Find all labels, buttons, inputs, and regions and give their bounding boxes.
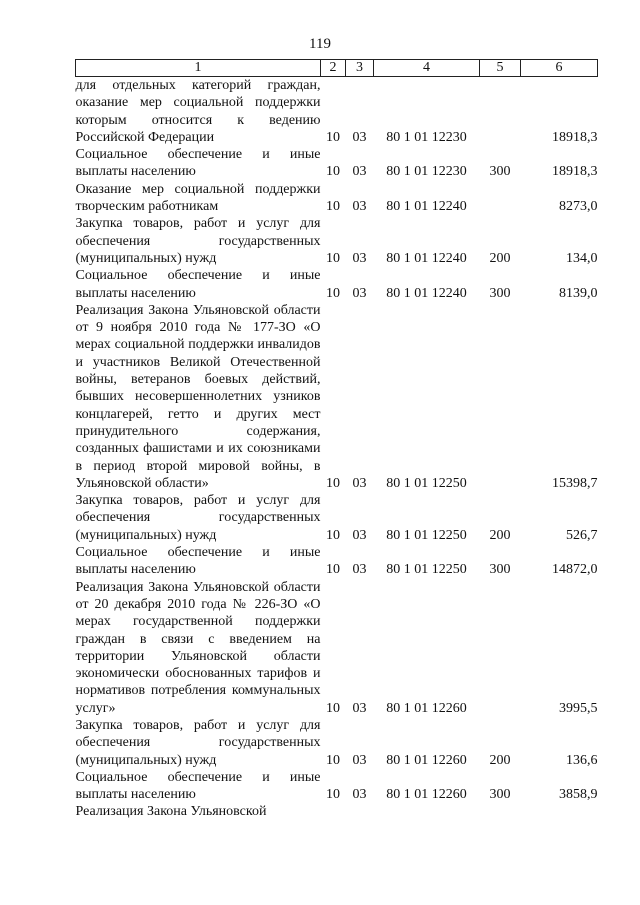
- table-row: [76, 181, 598, 216]
- target-article-cell: 80 1 01 12260: [386, 752, 467, 768]
- table-row: [76, 803, 598, 820]
- section-cell: 10: [326, 250, 340, 266]
- expense-type-cell: 200: [489, 752, 511, 768]
- description-cell: Закупка товаров, работ и услуг для обеспечения государственных (муниципальных) нужд: [75, 717, 321, 768]
- expense-type-cell: 300: [489, 164, 511, 180]
- expense-type-cell: [480, 803, 521, 820]
- description-cell: Реализация Закона Ульяновской области от 9 ноября 2010 года № 177-ЗО «О мерах социальной поддержки инвалидов и участников Великой Отечественной войны, ветеранов боевых действий, бывших несовершеннолетних узников концлагерей, гетто и других мест принудительного содержания, созданных фашистами и их союзниками в период второй мировой войны, в Ульяновской области»: [75, 302, 321, 491]
- subsection-cell: 03: [352, 285, 367, 301]
- section-cell: 10: [326, 199, 340, 215]
- section-cell: 10: [326, 700, 340, 716]
- subsection-cell: 03: [352, 475, 367, 491]
- description-cell: Социальное обеспечение и иные выплаты населению: [75, 147, 321, 180]
- header-col-3: 3: [346, 60, 374, 77]
- target-article-cell: 80 1 01 12260: [386, 787, 467, 803]
- header-col-4: 4: [374, 60, 480, 77]
- description-cell: Реализация Закона Ульяновской области от 20 декабря 2010 года № 226-ЗО «О мерах государственной поддержки граждан в связи с введением на территории Ульяновской области экономически обоснованных тарифов и нормативов потребления коммунальных услуг»: [75, 579, 321, 716]
- amount-cell: 15398,7: [552, 475, 598, 491]
- budget-table: [75, 59, 598, 821]
- amount-cell: 8139,0: [559, 285, 598, 301]
- expense-type-cell: 300: [489, 562, 511, 578]
- description-cell: Социальное обеспечение и иные выплаты населению: [75, 545, 321, 578]
- description-cell: Реализация Закона Ульяновской: [75, 804, 267, 820]
- target-article-cell: 80 1 01 12250: [386, 527, 467, 543]
- expense-type-cell: [480, 181, 521, 216]
- amount-cell: 18918,3: [552, 164, 598, 180]
- subsection-cell: [346, 803, 374, 820]
- expense-type-cell: [480, 302, 521, 492]
- table-row: [76, 215, 598, 267]
- amount-cell: 134,0: [566, 250, 598, 266]
- target-article-cell: 80 1 01 12230: [386, 164, 467, 180]
- header-col-5: 5: [480, 60, 521, 77]
- section-cell: 10: [326, 527, 340, 543]
- subsection-cell: 03: [352, 700, 367, 716]
- description-cell: Закупка товаров, работ и услуг для обеспечения государственных (муниципальных) нужд: [75, 216, 321, 266]
- subsection-cell: 03: [352, 164, 367, 180]
- description-cell: Закупка товаров, работ и услуг для обеспечения государственных (муниципальных) нужд: [75, 493, 321, 543]
- table-row: [76, 769, 598, 804]
- expense-type-cell: 200: [489, 250, 511, 266]
- target-article-cell: 80 1 01 12250: [386, 475, 467, 491]
- section-cell: 10: [326, 475, 340, 491]
- expense-type-cell: 200: [489, 527, 511, 543]
- page-number: 119: [309, 36, 331, 52]
- table-row: [76, 302, 598, 492]
- section-cell: 10: [326, 752, 340, 768]
- description-cell: Социальное обеспечение и иные выплаты населению: [75, 268, 321, 301]
- section-cell: 10: [326, 562, 340, 578]
- expense-type-cell: 300: [489, 285, 511, 301]
- section-cell: 10: [326, 164, 340, 180]
- expense-type-cell: [480, 579, 521, 717]
- amount-cell: 3995,5: [559, 700, 598, 716]
- table-row: [76, 146, 598, 181]
- target-article-cell: 80 1 01 12240: [386, 285, 467, 301]
- subsection-cell: 03: [352, 752, 367, 768]
- table-row: [76, 717, 598, 769]
- table-row: [76, 267, 598, 302]
- amount-cell: 18918,3: [552, 129, 598, 145]
- target-article-cell: 80 1 01 12240: [386, 199, 467, 215]
- subsection-cell: 03: [352, 250, 367, 266]
- section-cell: 10: [326, 787, 340, 803]
- expense-type-cell: [480, 77, 521, 147]
- target-article-cell: 80 1 01 12250: [386, 562, 467, 578]
- amount-cell: 14872,0: [552, 562, 598, 578]
- expense-type-cell: 300: [489, 787, 511, 803]
- amount-cell: 136,6: [566, 752, 598, 768]
- description-cell: Социальное обеспечение и иные выплаты населению: [75, 769, 321, 803]
- header-row: [76, 60, 598, 77]
- table-row: [76, 579, 598, 717]
- section-cell: [321, 803, 346, 820]
- subsection-cell: 03: [352, 527, 367, 543]
- header-col-2: 2: [321, 60, 346, 77]
- table-row: [76, 544, 598, 579]
- amount-cell: 8273,0: [559, 199, 598, 215]
- header-col-1: 1: [76, 60, 321, 77]
- target-article-cell: 80 1 01 12230: [386, 129, 467, 145]
- amount-cell: 3858,9: [559, 787, 598, 803]
- header-col-6: 6: [521, 60, 598, 77]
- amount-cell: 526,7: [566, 527, 598, 543]
- description-cell: для отдельных категорий граждан, оказание мер социальной поддержки которым относится к ведению Российской Федерации: [75, 78, 321, 145]
- target-article-cell: 80 1 01 12260: [386, 700, 467, 716]
- table-row: [76, 492, 598, 544]
- description-cell: Оказание мер социальной поддержки творческим работникам: [75, 181, 321, 215]
- table-row: [76, 77, 598, 147]
- section-cell: 10: [326, 129, 340, 145]
- subsection-cell: 03: [352, 787, 367, 803]
- section-cell: 10: [326, 285, 340, 301]
- subsection-cell: 03: [352, 562, 367, 578]
- amount-cell: [521, 803, 598, 820]
- subsection-cell: 03: [352, 199, 367, 215]
- subsection-cell: 03: [352, 129, 367, 145]
- target-article-cell: 80 1 01 12240: [386, 250, 467, 266]
- target-article-cell: [374, 803, 480, 820]
